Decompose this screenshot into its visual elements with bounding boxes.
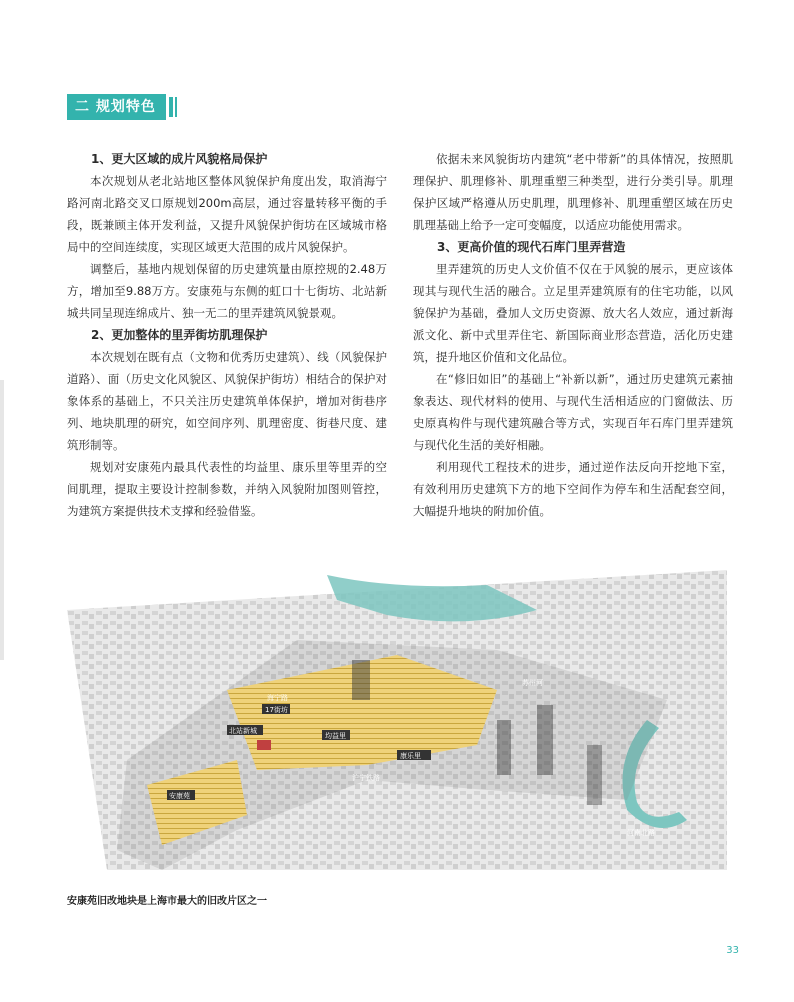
label-17-jiefang: 17街坊	[265, 706, 288, 714]
paragraph: 规划对安康苑内最具代表性的均益里、康乐里等里弄的空间肌理，提取主要设计控制参数，并纳入风貌附加图则管控，为建筑方案提供技术支撑和经验借鉴。	[67, 460, 387, 518]
paragraph: 在“修旧如旧”的基础上“补新以新”，通过历史建筑元素抽象表达、现代材料的使用、与现代生活相适应的门窗做法、历史原真构件与现代建筑融合等方式，实现百年石库门里弄建筑与现代化生活的美好相融。	[413, 372, 733, 452]
section-header	[67, 94, 177, 120]
label-beizhan-xincheng: 北站新城	[229, 727, 257, 735]
aerial-map-image	[67, 570, 727, 870]
right-column	[413, 148, 733, 522]
label-henan-road: 河南北路	[627, 829, 655, 837]
tower	[587, 745, 602, 805]
paragraph: 依据未来风貌街坊内建筑“老中带新”的具体情况，按照肌理保护、肌理修补、肌理重塑三种类型，进行分类引导。肌理保护区域严格遵从历史肌理，肌理修补、肌理重塑区域在历史肌理基础上给予一定可变幅度，以适应功能使用需求。	[413, 152, 733, 232]
label-ankangyuan: 安康苑	[169, 792, 190, 800]
section-title: 二 规划特色	[67, 94, 166, 120]
heading-2: 2、更加整体的里弄街坊肌理保护	[91, 328, 268, 342]
highlight-block	[257, 740, 271, 750]
paragraph: 调整后，基地内规划保留的历史建筑量由原控规的2.48万方，增加至9.88万方。安康苑与东侧的虹口十七街坊、北站新城共同呈现连绵成片、独一无二的里弄建筑风貌景观。	[67, 262, 387, 320]
section-marker-icon	[169, 97, 175, 117]
figure-caption: 安康苑旧改地块是上海市最大的旧改片区之一	[67, 896, 267, 907]
paragraph: 本次规划在既有点（文物和优秀历史建筑）、线（风貌保护道路）、面（历史文化风貌区、风貌保护街坊）相结合的保护对象体系的基础上，不只关注历史建筑单体保护，增加对街巷序列、地块肌理的研究，如空间序列、肌理密度、街巷尺度、建筑形制等。	[67, 350, 387, 452]
heading-1: 1、更大区域的成片风貌格局保护	[91, 152, 268, 166]
label-haining-road: 海宁路	[267, 694, 288, 702]
tower	[537, 705, 553, 775]
tower	[497, 720, 511, 775]
label-kangleli: 康乐里	[400, 752, 421, 760]
paragraph: 本次规划从老北站地区整体风貌保护角度出发，取消海宁路河南北路交叉口原规划200m高层，通过容量转移平衡的手段，既兼顾主体开发利益，又提升风貌保护街坊在区域城市格局中的空间连续度，实现区域更大范围的成片风貌保护。	[67, 174, 387, 254]
heading-3: 3、更高价值的现代石库门里弄营造	[437, 240, 626, 254]
paragraph: 利用现代工程技术的进步，通过逆作法反向开挖地下室，有效利用历史建筑下方的地下空间作为停车和生活配套空间，大幅提升地块的附加价值。	[413, 460, 733, 518]
paragraph: 里弄建筑的历史人文价值不仅在于风貌的展示，更应该体现其与现代生活的融合。立足里弄建筑原有的住宅功能，以风貌保护为基础，叠加人文历史资源、放大名人效应，通过新海派文化、新中式里弄住宅、新国际商业形态营造，活化历史建筑，提升地区价值和文化品位。	[413, 262, 733, 364]
page-number: 33	[726, 945, 739, 956]
page-edge-strip	[0, 380, 4, 660]
tower	[352, 660, 370, 700]
label-junyili: 均益里	[325, 732, 346, 740]
label-suzhou-creek: 苏州河	[522, 679, 543, 687]
label-railway: 沪宁铁路	[352, 774, 380, 782]
left-column	[67, 148, 387, 522]
aerial-map-figure	[67, 570, 727, 870]
